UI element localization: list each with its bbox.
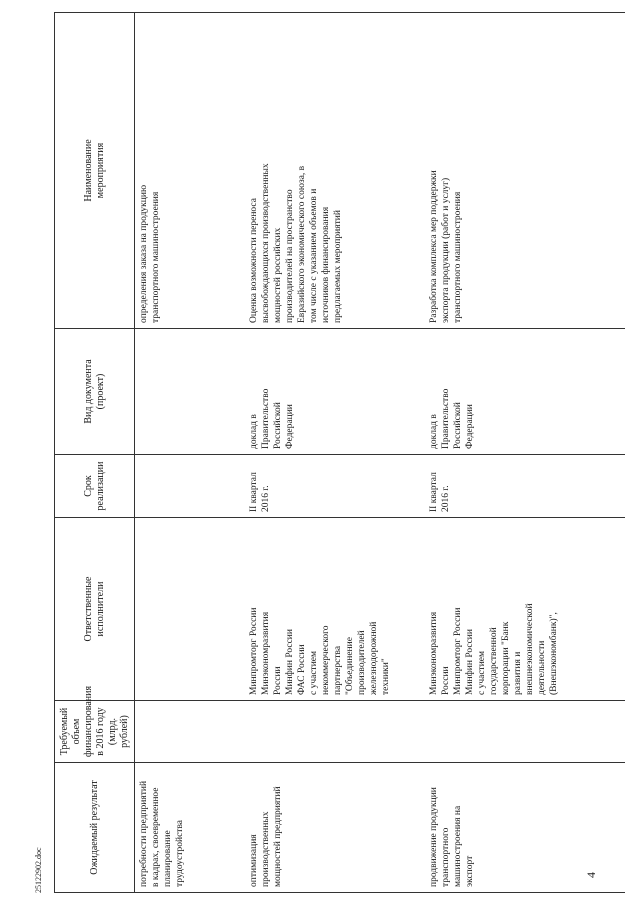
measures-table bbox=[54, 12, 625, 893]
footer-filename: 25122902.doc bbox=[34, 847, 43, 893]
header-measure-name: Наименование мероприятия bbox=[55, 13, 135, 329]
cell-required bbox=[135, 701, 245, 763]
cell-term: II квартал 2016 г. bbox=[425, 455, 625, 518]
table-row bbox=[245, 13, 425, 893]
header-document-type: Вид документа (проект) bbox=[55, 329, 135, 455]
cell-result: продвижение продукции транспортного машиностроения на экспорт bbox=[425, 763, 625, 893]
header-required-funding: Требуемый объем финансирования в 2016 году (млрд. рублей) bbox=[55, 701, 135, 763]
cell-required bbox=[245, 701, 425, 763]
cell-responsible bbox=[135, 518, 245, 701]
cell-document: доклад в Правительство Российской Федерации bbox=[245, 329, 425, 455]
cell-responsible: Минпромторг России Минэкономразвития России Минфин России ФАС России с участием некоммерческого партнерства "Объединение производителей железнодорожной техники" bbox=[245, 518, 425, 701]
table-header-row bbox=[55, 13, 135, 893]
cell-term: II квартал 2016 г. bbox=[245, 455, 425, 518]
cell-document: доклад в Правительство Российской Федерации bbox=[425, 329, 625, 455]
header-responsible: Ответственные исполнители bbox=[55, 518, 135, 701]
cell-document bbox=[135, 329, 245, 455]
cell-name: Разработка комплекса мер поддержки экспорта продукции (работ и услуг) транспортного машиностроения bbox=[425, 13, 625, 329]
header-expected-result: Ожидаемый результат bbox=[55, 763, 135, 893]
cell-term bbox=[135, 455, 245, 518]
table-row bbox=[425, 13, 625, 893]
cell-responsible: Минэкономразвития России Минпромторг России Минфин России с участием государственной корпорации "Банк развития и внешнеэкономической деятельности (Внешэкономбанк)", bbox=[425, 518, 625, 701]
cell-name: определения заказа на продукцию транспортного машиностроения bbox=[135, 13, 245, 329]
cell-name: Оценка возможности переноса высвобождающихся производственных мощностей российских производителей на пространство Евразийского экономического союза, в том числе с указанием объемов и источников финансирования предлагаемых мероприятий bbox=[245, 13, 425, 329]
page-number: 4 bbox=[584, 872, 598, 878]
cell-required bbox=[425, 701, 625, 763]
rotated-page bbox=[30, 13, 610, 893]
table-row bbox=[135, 13, 245, 893]
cell-result: потребности предприятий в кадрах, своевременное планирование трудоустройства bbox=[135, 763, 245, 893]
cell-result: оптимизация производственных мощностей предприятий bbox=[245, 763, 425, 893]
header-term: Срок реализации bbox=[55, 455, 135, 518]
